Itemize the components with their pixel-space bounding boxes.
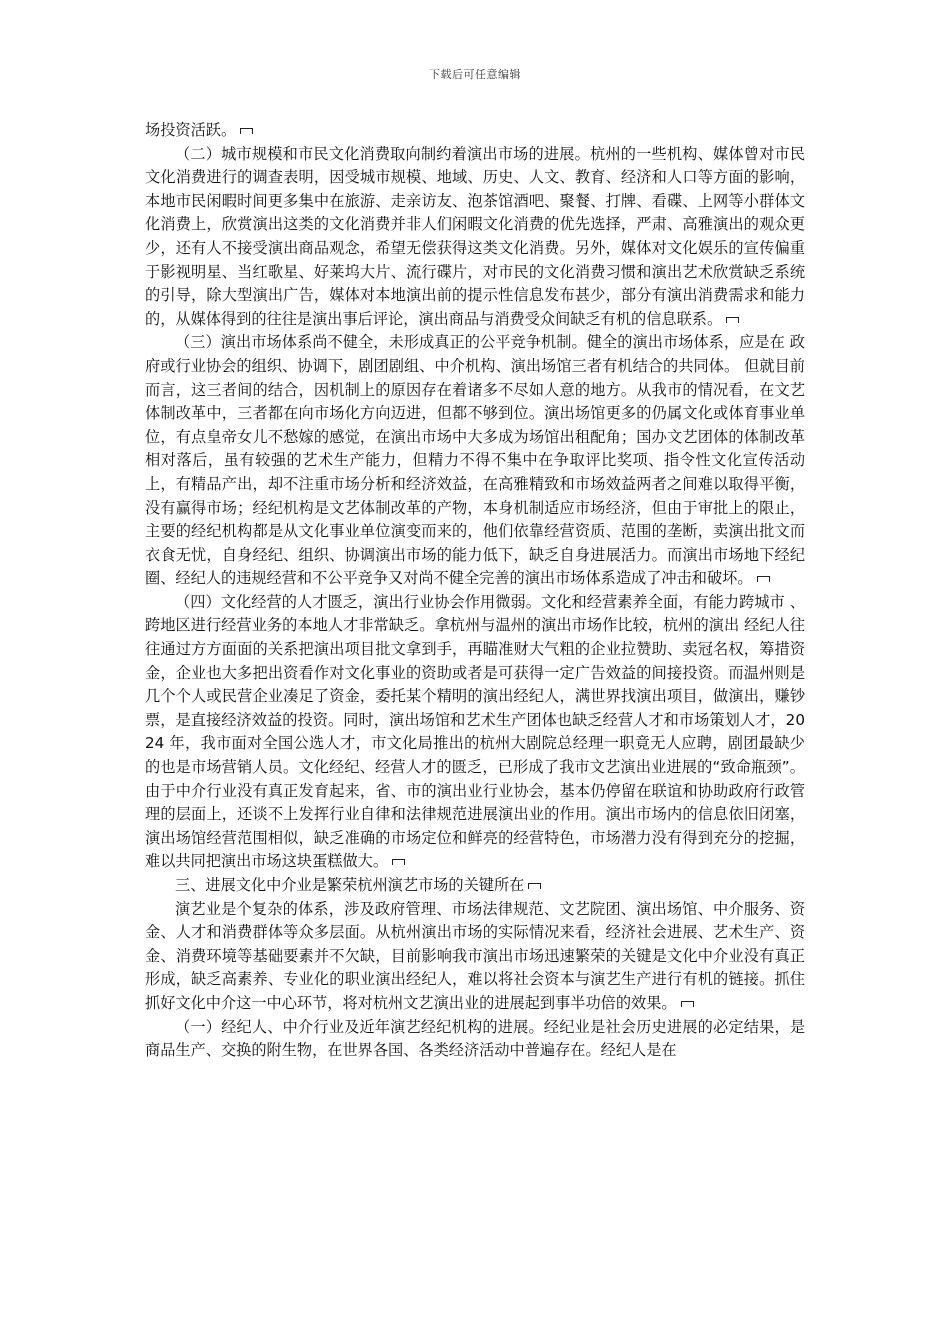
paragraph-mark-icon	[240, 128, 253, 134]
paragraph-mark-icon	[757, 576, 770, 582]
document-body	[145, 119, 805, 1063]
paragraph-6: （一）经纪人、中介行业及近年演艺经纪机构的进展。经纪业是社会历史进展的必定结果，是商品生产、交换的附生物，在世界各国、各类经济活动中普遍存在。经纪人是在	[145, 1017, 805, 1060]
paragraph-5: 演艺业是个复杂的体系，涉及政府管理、市场法律规范、文艺院团、演出场馆、中介服务、资金、人才和消费群体等众多层面。从杭州演出市场的实际情况来看，经济社会进展、艺术生产、资金、消费环境等基础要素并不欠缺，目前影响我市演出市场迅速繁荣的关键是文化中介业没有真正形成，缺乏高素养、专业化的职业演出经纪人，难以将社会资本与演艺生产进行有机的链接。抓住抓好文化中介这一中心环节，将对杭州文艺演出业的进展起到事半功倍的效果。	[145, 899, 805, 1012]
paragraph-1: 场投资活跃。	[145, 119, 805, 143]
header-text: 下载后可任意编辑	[429, 68, 521, 81]
paragraph-mark-icon	[681, 1001, 694, 1007]
paragraph-2: （二）城市规模和市民文化消费取向制约着演出市场的进展。杭州的一些机构、媒体曾对市民文化消费进行的调查表明，因受城市规模、地域、历史、人文、教育、经济和人口等方面的影响，本地市民闲暇时间更多集中在旅游、走亲访友、泡茶馆酒吧、聚餐、打牌、看碟、上网等小群体文化消费上，欣赏演出这类的文化消费并非人们闲暇文化消费的优先选择，严肃、高雅演出的观众更少，还有人不接受演出商品观念，希望无偿获得这类文化消费。另外，媒体对文化娱乐的宣传偏重于影视明星、当红歌星、好莱坞大片、流行碟片，对市民的文化消费习惯和演出艺术欣赏缺乏系统的引导，除大型演出广告，媒体对本地演出前的提示性信息发布甚少，部分有演出消费需求和能力的，从媒体得到的往往是演出事后评论，演出商品与消费受众间缺乏有机的信息联系。	[145, 144, 805, 328]
paragraph-mark-icon	[528, 883, 541, 889]
page-header	[0, 66, 950, 82]
paragraph-mark-icon	[392, 859, 405, 865]
paragraph-4: （四）文化经营的人才匮乏，演出行业协会作用微弱。文化和经营素养全面，有能力跨城市 、跨地区进行经营业务的本地人才非常缺乏。拿杭州与温州的演出市场作比较，杭州的演出 经纪人往往通过方方面面的关系把演出项目批文拿到手，再瞄准财大气粗的企业拉赞助、卖冠名权，筹措资金，企业也大多把出资看作对文化事业的资助或者是可获得一定广告效益的间接投资。而温州则是几个个人或民营企业凑足了资金，委托某个精明的演出经纪人，满世界找演出项目，做演出，赚钞票，是直接经济效益的投资。同时，演出场馆和艺术生产团体也缺乏经营人才和市场策划人才，2024 年，我市面对全国公选人才，市文化局推出的杭州大剧院总经理一职竟无人应聘，剧团最缺少的也是市场营销人员。文化经纪、经营人才的匮乏，已形成了我市文艺演出业进展的“致命瓶颈”。由于中介行业没有真正发育起来，省、市的演出业行业协会，基本仍停留在联谊和协助政府行政管理的层面上，还谈不上发挥行业自律和法律规范进展演出业的作用。演出市场内的信息依旧闭塞，演出场馆经营范围相似，缺乏准确的市场定位和鲜亮的经营特色，市场潜力没有得到充分的挖掘，难以共同把演出市场这块蛋糕做大。	[145, 592, 805, 871]
paragraph-3: （三）演出市场体系尚不健全，未形成真正的公平竞争机制。健全的演出市场体系，应是在 政府或行业协会的组织、协调下，剧团剧组、中介机构、演出场馆三者有机结合的共同体。 但就目前而言，这三者间的结合，因机制上的原因存在着诸多不尽如人意的地方。从我市的情况看，在文艺体制改革中，三者都在向市场化方向迈进，但都不够到位。演出场馆更多的仍属文化或体育事业单位，有点皇帝女儿不愁嫁的感觉，在演出市场中大多成为场馆出租配角；国办文艺团体的体制改革相对落后，虽有较强的艺术生产能力，但精力不得不集中在争取评比奖项、指令性文化宣传活动上，有精品产出，却不注重市场分析和经济效益，在高雅精致和市场效益两者之间难以取得平衡，没有赢得市场；经纪机构是文艺体制改革的产物，本身机制适应市场经济，但由于审批上的限止，主要的经纪机构都是从文化事业单位演变而来的，他们依靠经营资质、范围的垄断，卖演出批文而衣食无忧，自身经纪、组织、协调演出市场的能力低下，缺乏自身进展活力。而演出市场地下经纪圈、经纪人的违规经营和不公平竞争又对尚不健全完善的演出市场体系造成了冲击和破坏。	[145, 333, 805, 588]
section-heading: 三、进展文化中介业是繁荣杭州演艺市场的关键所在	[145, 874, 805, 898]
paragraph-mark-icon	[726, 317, 739, 323]
